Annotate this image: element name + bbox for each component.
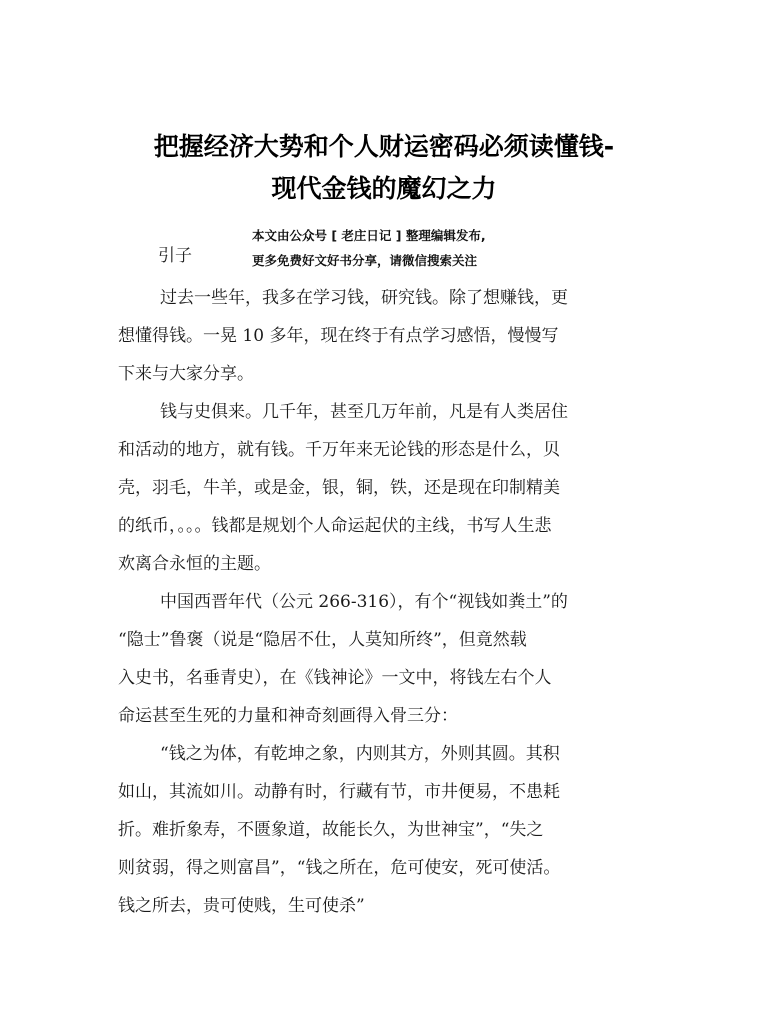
document-title-line-2: 现代金钱的魔幻之力 [271,174,497,203]
body-text-line: 命运甚至生死的力量和神奇刻画得入骨三分： [118,706,458,726]
body-text-line: “隐士”鲁褒（说是“隐居不仕，人莫知所终”，但竟然载 [118,630,527,650]
body-text-line: 的纸币，。。。钱都是规划个人命运起伏的主线，书写人生悲 [118,516,552,536]
body-text-line: 想懂得钱。一晃 10 多年，现在终于有点学习感悟，慢慢写 [118,326,559,346]
body-text-line: 下来与大家分享。 [118,364,254,384]
body-text-line: 折。难折象寿，不匮象道，故能长久，为世神宝”，“失之 [118,820,544,840]
body-text-line: 壳，羽毛，牛羊，或是金，银，铜，铁，还是现在印制精美 [118,478,560,498]
document-title-line-1: 把握经济大势和个人财运密码必须读懂钱- [153,132,615,161]
body-text-line: 钱之所去，贵可使贱，生可使杀” [118,896,365,916]
body-text-line: 如山，其流如川。动静有时，行藏有节，市井便易，不患耗 [118,782,560,802]
body-text-line: 中国西晋年代（公元 266-316），有个“视钱如粪土”的 [160,592,568,612]
body-text-line: 和活动的地方，就有钱。千万年来无论钱的形态是什么，贝 [118,440,560,460]
body-text-line: “钱之为体，有乾坤之象，内则其方，外则其圆。其积 [160,744,560,764]
body-text-line: 钱与史俱来。几千年，甚至几万年前，凡是有人类居住 [160,402,568,422]
publisher-notice-line-1: 本文由公众号 [ 老庄日记 ] 整理编辑发布, [252,228,486,243]
section-label-intro: 引子 [158,246,192,266]
body-text-line: 过去一些年，我多在学习钱，研究钱。除了想赚钱，更 [160,288,568,308]
body-text-line: 入史书，名垂青史），在《钱神论》一文中，将钱左右个人 [118,668,552,688]
body-text-line: 则贫弱，得之则富昌”，“钱之所在，危可使安，死可使活。 [118,858,561,878]
publisher-notice-line-2: 更多免费好文好书分享，请微信搜索关注 [252,253,478,268]
body-text-line: 欢离合永恒的主题。 [118,554,271,574]
